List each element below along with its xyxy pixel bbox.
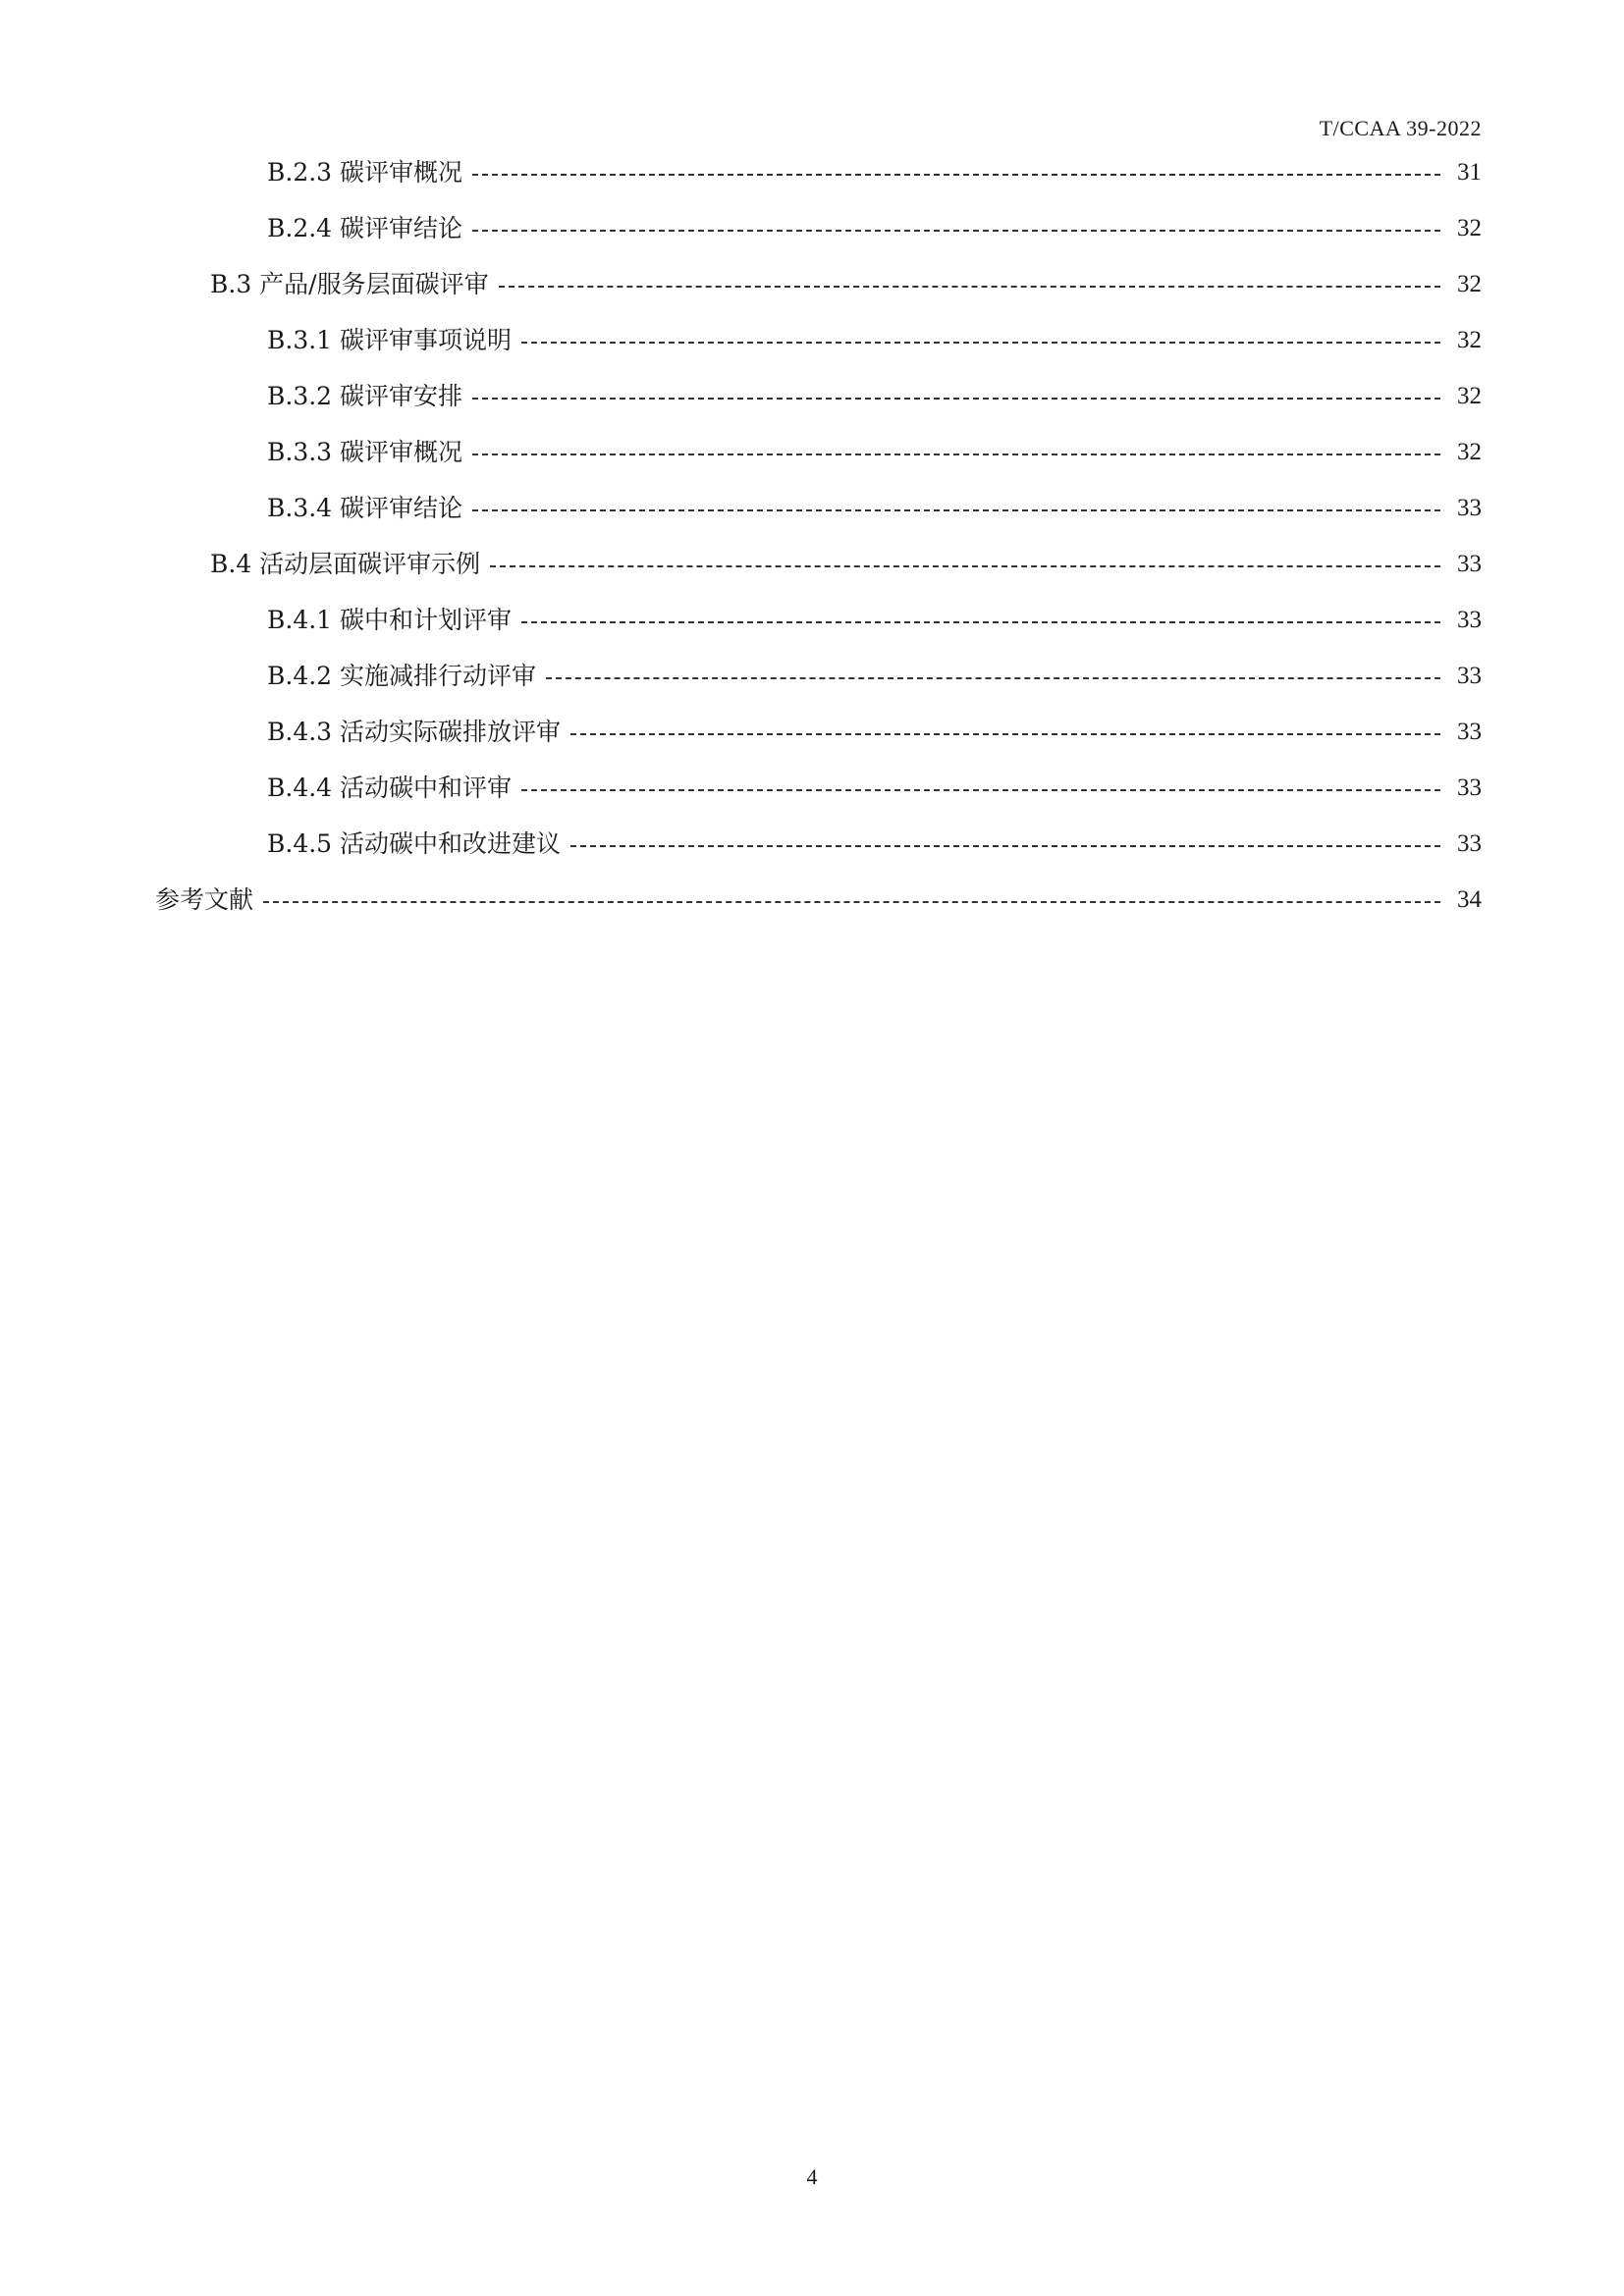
- toc-leader: [521, 621, 1440, 623]
- toc-entry-page: 33: [1457, 551, 1482, 577]
- toc-leader: [472, 454, 1440, 455]
- document-code: T/CCAA 39-2022: [1319, 116, 1482, 140]
- toc-entry-label: B.3 产品/服务层面碳评审: [210, 270, 489, 298]
- toc-entry[interactable]: [267, 151, 1482, 194]
- toc-leader: [570, 733, 1440, 735]
- toc-entry-page: 31: [1457, 159, 1482, 186]
- toc-entry-label: B.4 活动层面碳评审示例: [210, 550, 481, 578]
- toc-entry[interactable]: [267, 655, 1482, 698]
- toc-leader: [546, 677, 1440, 679]
- toc-entry-label: B.4.3 活动实际碳排放评审: [267, 718, 562, 746]
- toc-entry-page: 33: [1457, 719, 1482, 745]
- toc-leader: [521, 789, 1440, 791]
- toc-entry[interactable]: [267, 319, 1482, 362]
- toc-leader: [499, 286, 1440, 288]
- toc-entry-page: 32: [1457, 327, 1482, 353]
- toc-entry[interactable]: [267, 767, 1482, 810]
- toc-entry-page: 33: [1457, 830, 1482, 857]
- toc-entry-label: B.3.2 碳评审安排: [267, 382, 463, 410]
- toc-entry[interactable]: [267, 375, 1482, 418]
- toc-entry-label: B.4.4 活动碳中和评审: [267, 774, 513, 802]
- toc-entry-label: B.3.4 碳评审结论: [267, 494, 463, 522]
- toc-entry-page: 32: [1457, 383, 1482, 409]
- toc-entry-label: B.3.3 碳评审概况: [267, 438, 463, 466]
- toc-entry[interactable]: [267, 431, 1482, 474]
- toc-entry-page: 33: [1457, 495, 1482, 521]
- toc-leader: [472, 398, 1440, 400]
- toc-entry[interactable]: [267, 711, 1482, 754]
- toc-entry-page: 33: [1457, 774, 1482, 801]
- toc-entry-page: 32: [1457, 215, 1482, 241]
- toc-leader: [570, 845, 1440, 847]
- toc-entry[interactable]: [267, 207, 1482, 250]
- toc-leader: [521, 342, 1440, 344]
- toc-entry[interactable]: [155, 879, 1482, 922]
- toc-entry[interactable]: [267, 487, 1482, 530]
- toc-entry-label: B.4.2 实施减排行动评审: [267, 662, 537, 690]
- toc-entry[interactable]: [267, 599, 1482, 642]
- toc-entry-page: 34: [1457, 886, 1482, 913]
- toc-leader: [472, 509, 1440, 511]
- toc-leader: [263, 901, 1440, 903]
- toc-entry-page: 33: [1457, 663, 1482, 689]
- toc-entry-label: B.2.4 碳评审结论: [267, 214, 463, 242]
- toc-leader: [490, 565, 1440, 567]
- page-number: 4: [806, 2164, 818, 2189]
- toc-entry-label: B.2.3 碳评审概况: [267, 158, 463, 187]
- toc-entry-label: B.3.1 碳评审事项说明: [267, 326, 513, 354]
- toc-leader: [472, 230, 1440, 232]
- toc-entry-label: B.4.5 活动碳中和改进建议: [267, 829, 562, 858]
- toc-leader: [472, 174, 1440, 176]
- toc-entry[interactable]: [210, 543, 1482, 586]
- toc-entry[interactable]: [210, 263, 1482, 306]
- toc-entry-label: 参考文献: [155, 885, 254, 914]
- toc-entry-label: B.4.1 碳中和计划评审: [267, 606, 513, 634]
- toc-entry[interactable]: [267, 823, 1482, 866]
- toc-entry-page: 33: [1457, 607, 1482, 633]
- toc-entry-page: 32: [1457, 439, 1482, 465]
- toc-entry-page: 32: [1457, 271, 1482, 297]
